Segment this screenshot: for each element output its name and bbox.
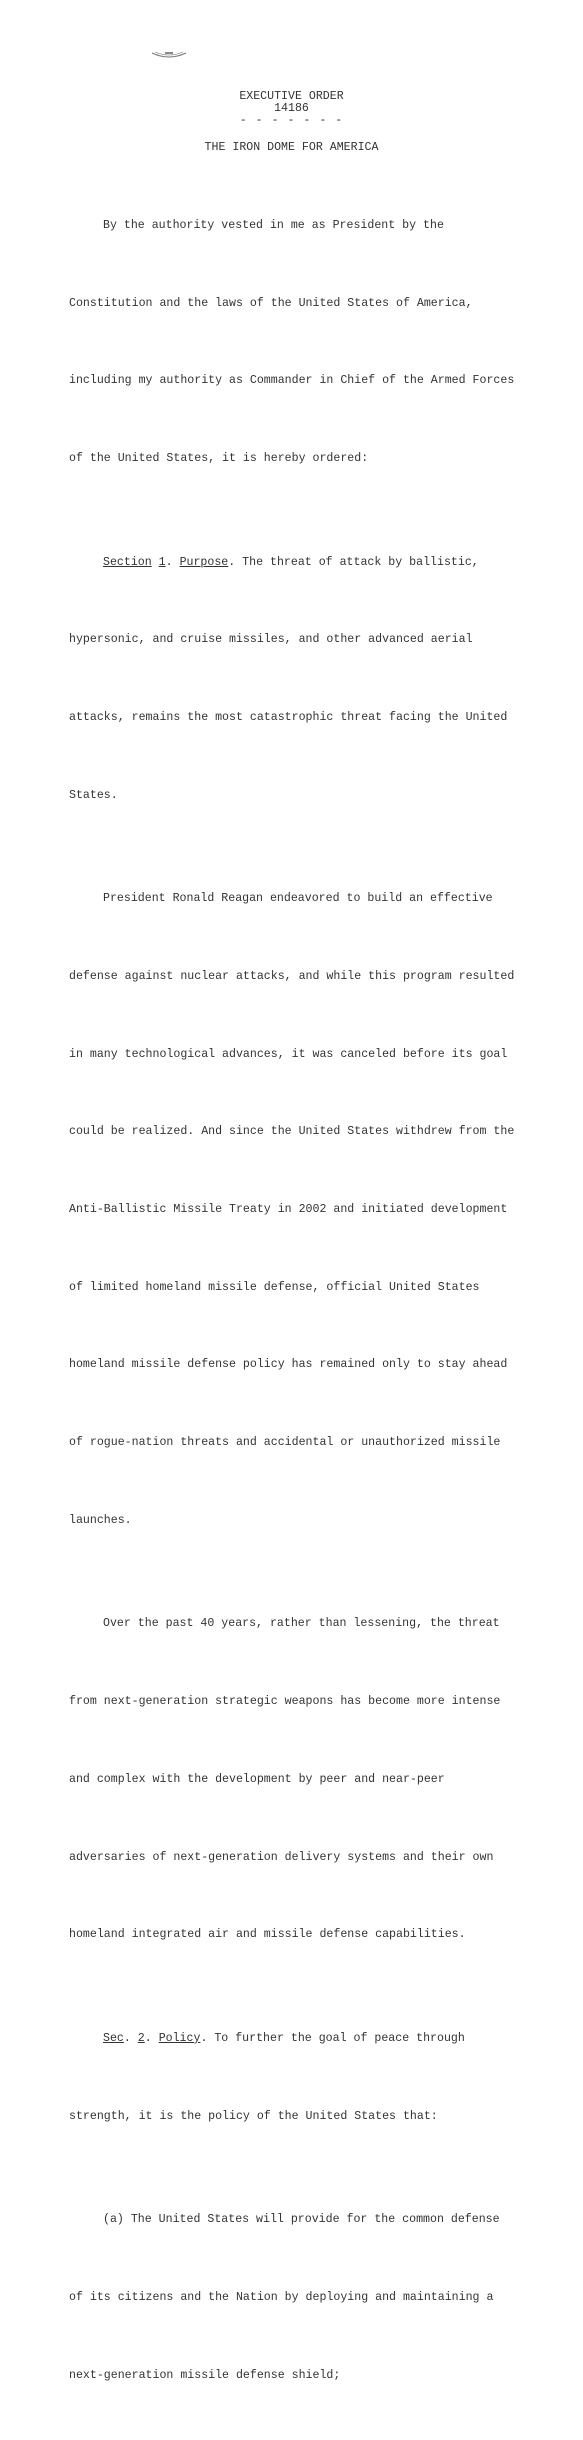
text-line: (a) The United States will provide for the common defense [103, 2213, 500, 2227]
text-line: next-generation missile defense shield; [69, 2368, 341, 2382]
text-line: President Ronald Reagan endeavored to build an effective [103, 892, 493, 906]
order-title: THE IRON DOME FOR AMERICA [204, 141, 379, 154]
section-1-first-line: Section 1. Purpose. The threat of attack by ballistic, [103, 555, 479, 569]
text-line: Over the past 40 years, rather than lessening, the threat [103, 1617, 500, 1631]
text-line: strength, it is the policy of the United States that: [69, 2109, 438, 2123]
text-line: including my authority as Commander in Chief of the Armed Forces [69, 374, 515, 388]
text-line: By the authority vested in me as President by the [103, 218, 444, 232]
text-line: launches. [69, 1513, 132, 1527]
text-line: of rogue-nation threats and accidental or unauthorized missile [69, 1436, 501, 1450]
section-1-label: Section [103, 555, 152, 569]
text-line: homeland integrated air and missile defense capabilities. [69, 1928, 466, 1942]
text-line: hypersonic, and cruise missiles, and other advanced aerial [69, 633, 473, 647]
text-line: States. [69, 788, 118, 802]
text-line: from next-generation strategic weapons has become more intense [69, 1695, 501, 1709]
text-line: adversaries of next-generation delivery systems and their own [69, 1850, 494, 1864]
section-1-heading: Purpose [179, 555, 229, 569]
section-2-label: Sec [103, 2031, 124, 2045]
text-line: attacks, remains the most catastrophic threat facing the United [69, 710, 508, 724]
section-2-first-line: Sec. 2. Policy. To further the goal of peace through [103, 2031, 465, 2045]
text-line: of limited homeland missile defense, official United States [69, 1280, 480, 1294]
header-dashes: - - - - - - - [239, 114, 344, 127]
order-body [69, 161, 519, 2440]
section-1-text: . The threat of attack by ballistic, [228, 555, 479, 569]
text-line: Anti-Ballistic Missile Treaty in 2002 and initiated development [69, 1203, 508, 1217]
section-2-heading: Policy [158, 2031, 201, 2045]
executive-order-heading: EXECUTIVE ORDER [239, 90, 344, 103]
text-line: homeland missile defense policy has remained only to stay ahead [69, 1358, 508, 1372]
text-line: defense against nuclear attacks, and while this program resulted [69, 969, 515, 983]
text-line: of its citizens and the Nation by deploying and maintaining a [69, 2290, 494, 2304]
section-1-number: 1 [158, 555, 166, 569]
text-line: in many technological advances, it was canceled before its goal [69, 1047, 508, 1061]
section-2-number: 2 [137, 2031, 145, 2045]
text-line: Constitution and the laws of the United States of America, [69, 296, 473, 310]
text-line: and complex with the development by peer and near-peer [69, 1772, 445, 1786]
presidential-seal-icon [151, 48, 187, 62]
text-line: of the United States, it is hereby ordered: [69, 451, 369, 465]
section-2-text: . To further the goal of peace through [200, 2031, 465, 2045]
executive-order-number: 14186 [274, 102, 309, 115]
text-line: could be realized. And since the United States withdrew from the [69, 1125, 515, 1139]
